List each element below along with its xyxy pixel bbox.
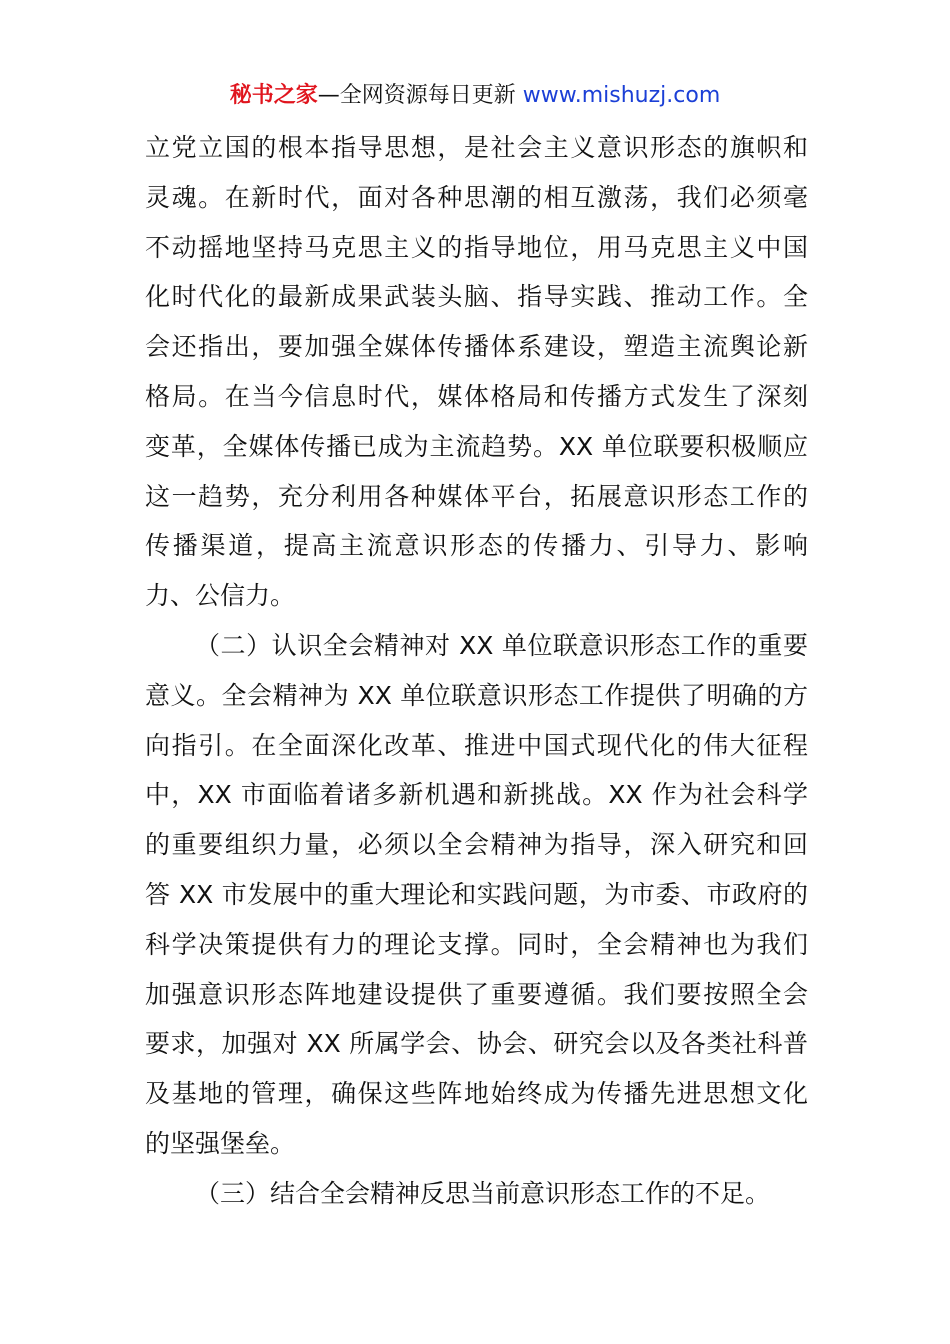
text-line: 的重要组织力量，必须以全会精神为指导，深入研究和回 xyxy=(145,830,808,860)
text-line-paragraph-end: 的坚强堡垒。 xyxy=(145,1128,296,1158)
text-line: 灵魂。在新时代，面对各种思潮的相互激荡，我们必须毫 xyxy=(145,182,808,212)
text-line: 及基地的管理，确保这些阵地始终成为传播先进思想文化 xyxy=(145,1079,808,1109)
section-heading-2: （二）认识全会精神对 XX 单位联意识形态工作的重要 xyxy=(195,630,808,660)
text-line: 加强意识形态阵地建设提供了重要遵循。我们要按照全会 xyxy=(145,979,808,1009)
text-line: 会还指出，要加强全媒体传播体系建设，塑造主流舆论新 xyxy=(145,332,808,362)
text-line: 化时代化的最新成果武装头脑、指导实践、推动工作。全 xyxy=(145,282,808,312)
text-line: 变革，全媒体传播已成为主流趋势。XX 单位联要积极顺应 xyxy=(145,431,808,461)
text-line: 立党立国的根本指导思想，是社会主义意识形态的旗帜和 xyxy=(145,133,808,162)
section-heading-3: （三）结合全会精神反思当前意识形态工作的不足。 xyxy=(195,1178,771,1208)
header-brand: 秘书之家 xyxy=(229,83,318,108)
text-line: 这一趋势，充分利用各种媒体平台，拓展意识形态工作的 xyxy=(145,481,808,511)
document-body xyxy=(145,123,808,1219)
header-url-link[interactable]: www.mishuzj.com xyxy=(522,83,721,108)
text-line: 要求，加强对 XX 所属学会、协会、研究会以及各类社科普 xyxy=(145,1029,808,1059)
text-line: 科学决策提供有力的理论支撑。同时，全会精神也为我们 xyxy=(145,929,808,959)
text-line-paragraph-end: 力、公信力。 xyxy=(145,581,296,611)
text-line: 不动摇地坚持马克思主义的指导地位，用马克思主义中国 xyxy=(145,232,808,262)
text-line: 答 XX 市发展中的重大理论和实践问题，为市委、市政府的 xyxy=(145,879,808,909)
text-line: 向指引。在全面深化改革、推进中国式现代化的伟大征程 xyxy=(145,730,808,760)
page-header xyxy=(0,78,950,114)
text-line: 传播渠道，提高主流意识形态的传播力、引导力、影响 xyxy=(145,531,808,561)
text-line: 意义。全会精神为 XX 单位联意识形态工作提供了明确的方 xyxy=(145,680,808,710)
text-line: 格局。在当今信息时代，媒体格局和传播方式发生了深刻 xyxy=(145,381,808,411)
header-tagline: —全网资源每日更新 xyxy=(317,83,516,108)
text-line: 中，XX 市面临着诸多新机遇和新挑战。XX 作为社会科学 xyxy=(145,780,808,810)
